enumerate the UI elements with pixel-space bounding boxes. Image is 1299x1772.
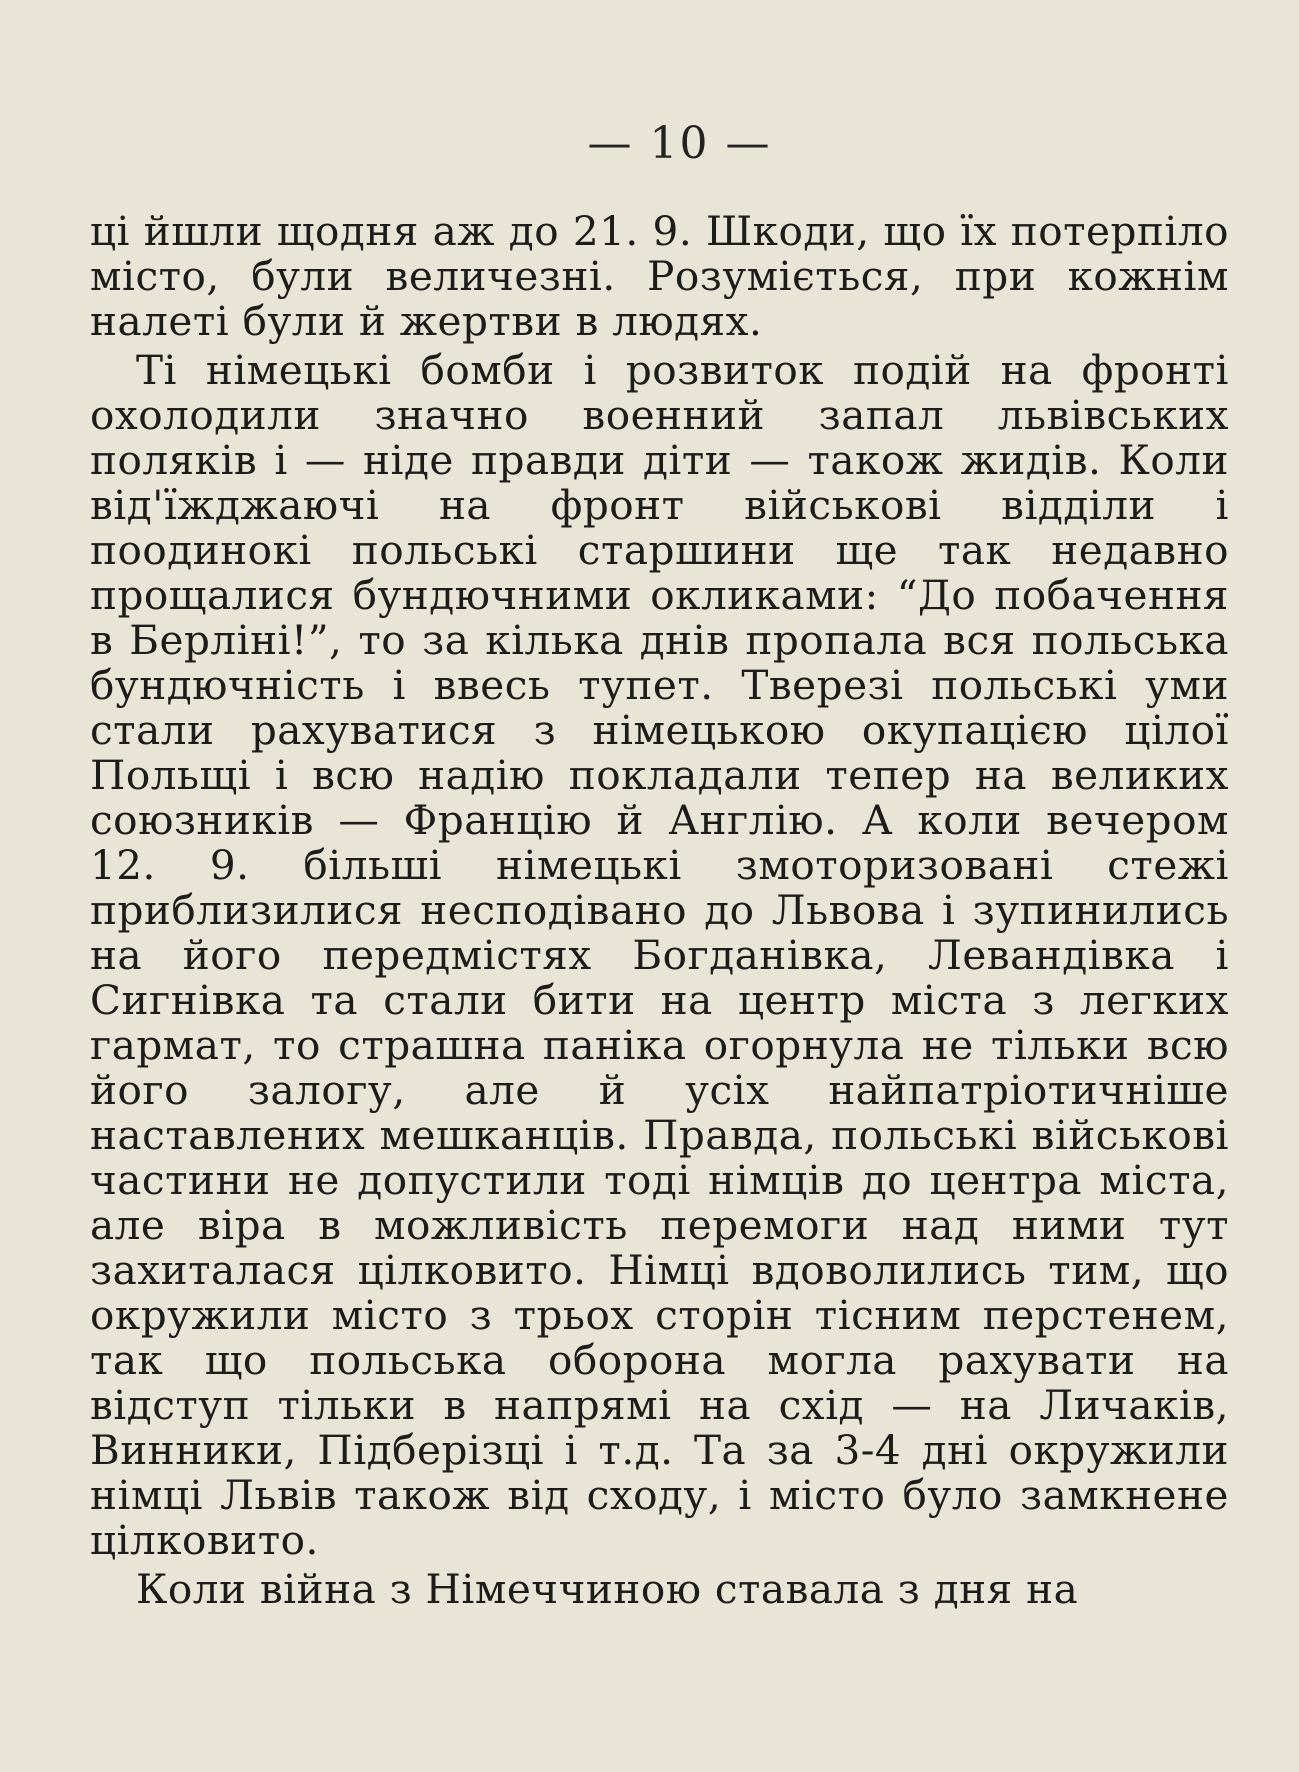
body-text	[90, 209, 1229, 1612]
paragraph-1: ці йшли щодня аж до 21. 9. Шкоди, що їх потерпіло місто, були величезні. Розуміється, при кожнім налеті були й жертви в людях.	[90, 207, 1229, 345]
paragraph-2: Ті німецькі бомби і розвиток подій на фронті охолодили значно военний запал львівських поляків і — ніде правди діти — також жидів. Коли від'їжджаючі на фронт військові відділи і поодинокі польські старшини ще так недавно прощалися бундючними окликами: “До побачення в Берліні!”, то за кілька днів пропала вся польська бундючність і ввесь тупет. Тверезі польські уми стали рахуватися з німецькою окупацією цілої Польщі і всю надію покладали тепер на великих союзників — Францію й Англію. А коли вечером 12. 9. більші німецькі змоторизовані стежі приблизилися несподівано до Львова і зупинились на його передмістях Богданівка, Левандівка і Сигнівка та стали бити на центр міста з легких гармат, то страшна паніка огорнула не тільки всю його залогу, але й усіх найпатріотичніше наставлених мешканців. Правда, польські військові частини не допустили тоді німців до центра міста, але віра в можливість перемоги над ними тут захиталася цілковито. Німці вдоволились тим, що окружили місто з трьох сторін тісним перстенем, так що польська оборона могла рахувати на відступ тільки в напрямі на схід — на Личаків, Винники, Підберізці і т.д. Та за 3-4 дні окружили німці Львів також від сходу, і місто було замкнене цілковито.	[90, 346, 1229, 1564]
paragraph-3: Коли війна з Німеччиною ставала з дня на	[136, 1565, 1079, 1613]
page-number: — 10 —	[587, 118, 772, 169]
